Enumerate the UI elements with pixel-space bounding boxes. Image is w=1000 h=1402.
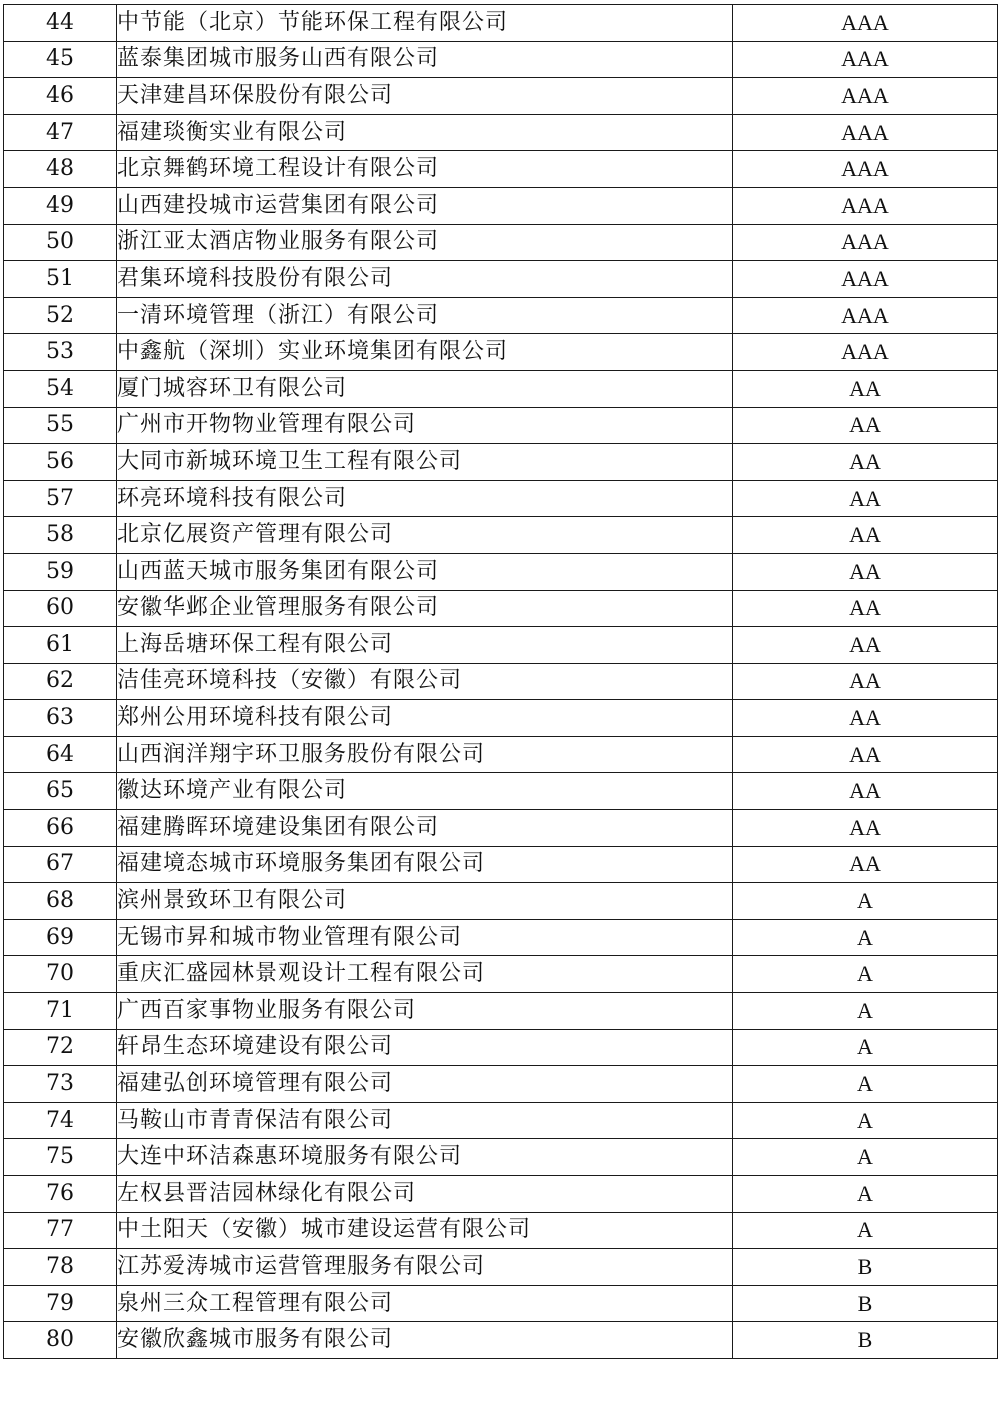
credit-grade: AA xyxy=(733,444,998,481)
table-row xyxy=(4,334,998,371)
credit-grade: AAA xyxy=(733,41,998,78)
company-name: 君集环境科技股份有限公司 xyxy=(117,261,733,298)
table-row xyxy=(4,1249,998,1286)
table-row xyxy=(4,883,998,920)
row-number: 75 xyxy=(4,1139,117,1176)
credit-grade: AAA xyxy=(733,114,998,151)
table-row xyxy=(4,1102,998,1139)
credit-grade: AAA xyxy=(733,5,998,42)
table-row xyxy=(4,553,998,590)
credit-grade: AA xyxy=(733,407,998,444)
table-body xyxy=(4,5,998,1359)
row-number: 73 xyxy=(4,1066,117,1103)
row-number: 58 xyxy=(4,517,117,554)
row-number: 80 xyxy=(4,1322,117,1359)
company-name: 中土阳天（安徽）城市建设运营有限公司 xyxy=(117,1212,733,1249)
row-number: 49 xyxy=(4,187,117,224)
credit-grade: AA xyxy=(733,700,998,737)
credit-grade: AA xyxy=(733,480,998,517)
credit-grade: AA xyxy=(733,517,998,554)
company-name: 滨州景致环卫有限公司 xyxy=(117,883,733,920)
table-row xyxy=(4,993,998,1030)
row-number: 57 xyxy=(4,480,117,517)
company-name: 左权县晋洁园林绿化有限公司 xyxy=(117,1176,733,1213)
table-row xyxy=(4,1322,998,1359)
credit-grade: AA xyxy=(733,627,998,664)
table-row xyxy=(4,627,998,664)
row-number: 65 xyxy=(4,773,117,810)
row-number: 64 xyxy=(4,736,117,773)
company-name: 安徽华邺企业管理服务有限公司 xyxy=(117,590,733,627)
company-name: 安徽欣鑫城市服务有限公司 xyxy=(117,1322,733,1359)
credit-grade: AAA xyxy=(733,334,998,371)
company-name: 山西建投城市运营集团有限公司 xyxy=(117,187,733,224)
company-name: 中鑫航（深圳）实业环境集团有限公司 xyxy=(117,334,733,371)
row-number: 77 xyxy=(4,1212,117,1249)
table-row xyxy=(4,187,998,224)
row-number: 68 xyxy=(4,883,117,920)
table-row xyxy=(4,407,998,444)
company-name: 中节能（北京）节能环保工程有限公司 xyxy=(117,5,733,42)
credit-grade: AAA xyxy=(733,151,998,188)
credit-grade: A xyxy=(733,919,998,956)
credit-grade: AAA xyxy=(733,297,998,334)
table-row xyxy=(4,1139,998,1176)
company-name: 厦门城容环卫有限公司 xyxy=(117,370,733,407)
company-name: 一清环境管理（浙江）有限公司 xyxy=(117,297,733,334)
company-name: 马鞍山市青青保洁有限公司 xyxy=(117,1102,733,1139)
table-row xyxy=(4,151,998,188)
company-name: 大同市新城环境卫生工程有限公司 xyxy=(117,444,733,481)
company-name: 福建弘创环境管理有限公司 xyxy=(117,1066,733,1103)
credit-grade: A xyxy=(733,1139,998,1176)
row-number: 59 xyxy=(4,553,117,590)
company-name: 上海岳塘环保工程有限公司 xyxy=(117,627,733,664)
row-number: 62 xyxy=(4,663,117,700)
table-row xyxy=(4,78,998,115)
credit-grade: AA xyxy=(733,370,998,407)
company-name: 福建琰衡实业有限公司 xyxy=(117,114,733,151)
company-name: 北京亿展资产管理有限公司 xyxy=(117,517,733,554)
company-name: 大连中环洁森惠环境服务有限公司 xyxy=(117,1139,733,1176)
credit-grade: A xyxy=(733,883,998,920)
table-row xyxy=(4,919,998,956)
credit-grade: AA xyxy=(733,736,998,773)
credit-grade: AAA xyxy=(733,224,998,261)
company-name: 泉州三众工程管理有限公司 xyxy=(117,1285,733,1322)
row-number: 47 xyxy=(4,114,117,151)
company-name: 北京舞鹤环境工程设计有限公司 xyxy=(117,151,733,188)
row-number: 63 xyxy=(4,700,117,737)
row-number: 76 xyxy=(4,1176,117,1213)
credit-grade: A xyxy=(733,1029,998,1066)
company-name: 环亮环境科技有限公司 xyxy=(117,480,733,517)
credit-grade: A xyxy=(733,956,998,993)
table-row xyxy=(4,1029,998,1066)
row-number: 55 xyxy=(4,407,117,444)
table-row xyxy=(4,114,998,151)
company-name: 徽达环境产业有限公司 xyxy=(117,773,733,810)
table-row xyxy=(4,297,998,334)
credit-grade: B xyxy=(733,1322,998,1359)
table-row xyxy=(4,224,998,261)
credit-grade: AA xyxy=(733,590,998,627)
table-row xyxy=(4,1066,998,1103)
row-number: 46 xyxy=(4,78,117,115)
table-row xyxy=(4,480,998,517)
company-name: 郑州公用环境科技有限公司 xyxy=(117,700,733,737)
row-number: 48 xyxy=(4,151,117,188)
credit-grade: AA xyxy=(733,810,998,847)
credit-grade: A xyxy=(733,993,998,1030)
table-row xyxy=(4,663,998,700)
table-row xyxy=(4,517,998,554)
credit-grade: AA xyxy=(733,846,998,883)
row-number: 50 xyxy=(4,224,117,261)
company-name: 浙江亚太酒店物业服务有限公司 xyxy=(117,224,733,261)
row-number: 78 xyxy=(4,1249,117,1286)
company-name: 洁佳亮环境科技（安徽）有限公司 xyxy=(117,663,733,700)
credit-grade: B xyxy=(733,1249,998,1286)
row-number: 71 xyxy=(4,993,117,1030)
row-number: 54 xyxy=(4,370,117,407)
credit-grade: B xyxy=(733,1285,998,1322)
row-number: 53 xyxy=(4,334,117,371)
company-name: 福建境态城市环境服务集团有限公司 xyxy=(117,846,733,883)
row-number: 61 xyxy=(4,627,117,664)
company-name: 广西百家事物业服务有限公司 xyxy=(117,993,733,1030)
credit-grade: AAA xyxy=(733,261,998,298)
table-row xyxy=(4,261,998,298)
company-name: 轩昂生态环境建设有限公司 xyxy=(117,1029,733,1066)
table-row xyxy=(4,1176,998,1213)
credit-grade: AA xyxy=(733,663,998,700)
table-row xyxy=(4,1285,998,1322)
table-row xyxy=(4,956,998,993)
credit-grade: AA xyxy=(733,553,998,590)
table-row xyxy=(4,810,998,847)
row-number: 70 xyxy=(4,956,117,993)
credit-grade: A xyxy=(733,1176,998,1213)
company-rating-table xyxy=(3,4,998,1359)
credit-grade: AAA xyxy=(733,78,998,115)
row-number: 79 xyxy=(4,1285,117,1322)
table-row xyxy=(4,700,998,737)
table-row xyxy=(4,773,998,810)
table-row xyxy=(4,370,998,407)
table-row xyxy=(4,736,998,773)
company-name: 福建腾晖环境建设集团有限公司 xyxy=(117,810,733,847)
row-number: 51 xyxy=(4,261,117,298)
table-row xyxy=(4,5,998,42)
credit-grade: A xyxy=(733,1212,998,1249)
credit-grade: A xyxy=(733,1102,998,1139)
table-row xyxy=(4,444,998,481)
company-name: 蓝泰集团城市服务山西有限公司 xyxy=(117,41,733,78)
table-row xyxy=(4,1212,998,1249)
company-name: 山西蓝天城市服务集团有限公司 xyxy=(117,553,733,590)
company-name: 天津建昌环保股份有限公司 xyxy=(117,78,733,115)
row-number: 66 xyxy=(4,810,117,847)
row-number: 52 xyxy=(4,297,117,334)
row-number: 72 xyxy=(4,1029,117,1066)
credit-grade: AA xyxy=(733,773,998,810)
row-number: 45 xyxy=(4,41,117,78)
company-name: 无锡市昇和城市物业管理有限公司 xyxy=(117,919,733,956)
company-name: 重庆汇盛园林景观设计工程有限公司 xyxy=(117,956,733,993)
row-number: 67 xyxy=(4,846,117,883)
credit-grade: AAA xyxy=(733,187,998,224)
company-name: 江苏爱涛城市运营管理服务有限公司 xyxy=(117,1249,733,1286)
table-row xyxy=(4,846,998,883)
row-number: 74 xyxy=(4,1102,117,1139)
row-number: 69 xyxy=(4,919,117,956)
company-name: 广州市开物物业管理有限公司 xyxy=(117,407,733,444)
credit-grade: A xyxy=(733,1066,998,1103)
table-row xyxy=(4,590,998,627)
row-number: 56 xyxy=(4,444,117,481)
row-number: 60 xyxy=(4,590,117,627)
company-name: 山西润洋翔宇环卫服务股份有限公司 xyxy=(117,736,733,773)
table-row xyxy=(4,41,998,78)
row-number: 44 xyxy=(4,5,117,42)
